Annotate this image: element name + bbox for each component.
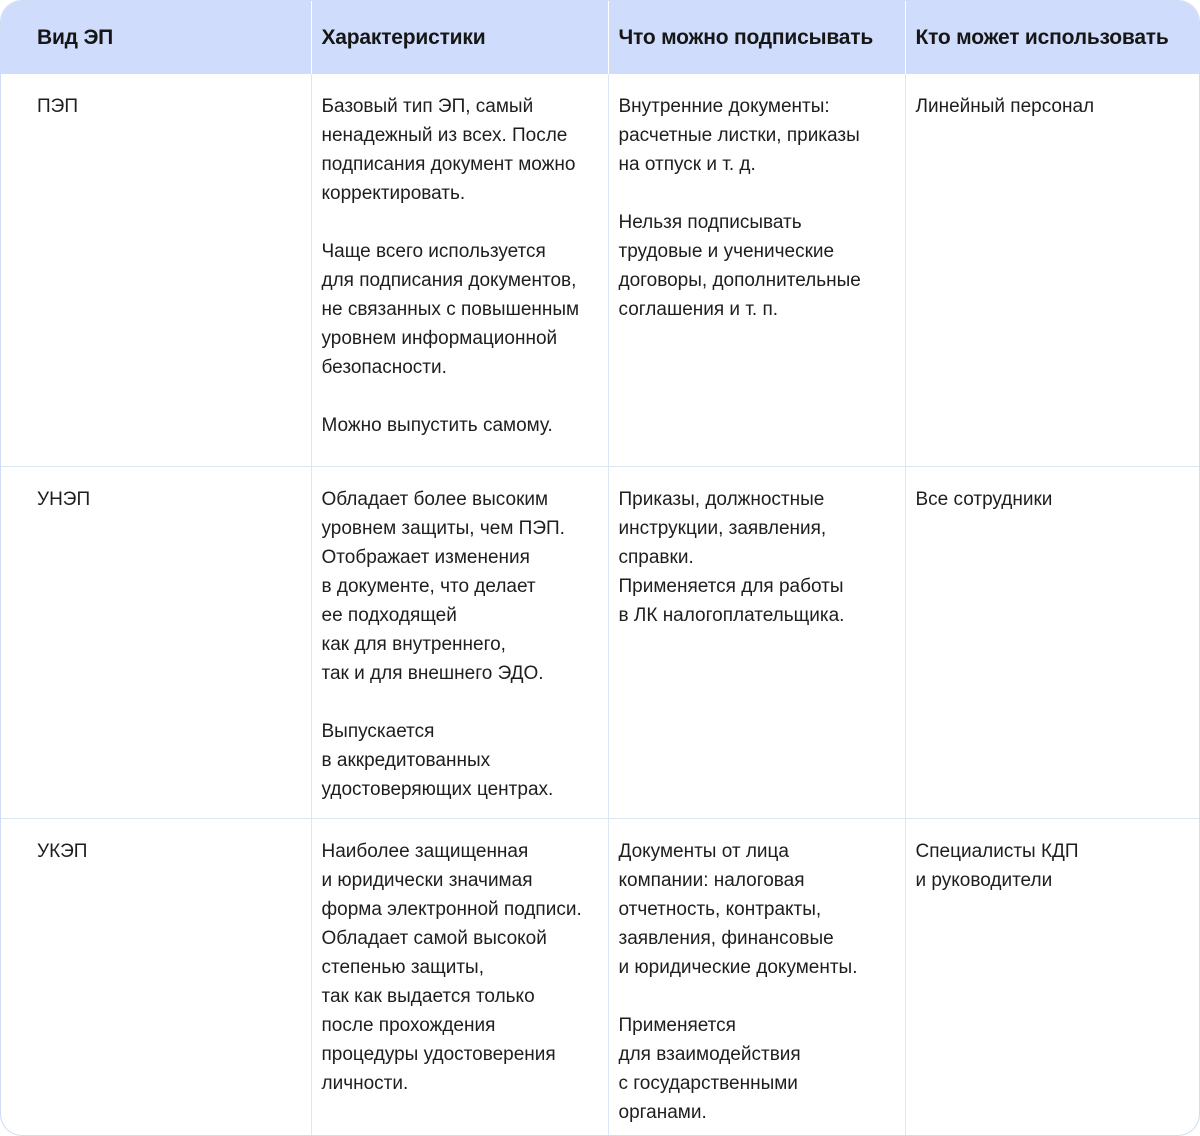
text-line: компании: налоговая [618,869,805,891]
cell-paragraph [322,837,598,1098]
text-line: отчетность, контракты, [618,898,822,920]
cell-who-can-use [905,818,1200,1136]
text-line: степенью защиты, [321,956,484,978]
text-line: уровнем информационной [321,328,558,349]
text-line: так как выдается только [321,985,535,1007]
text-line: и юридические документы. [618,956,858,978]
cell-paragraph [619,837,895,982]
header-what-to-sign: Что можно подписывать [608,1,905,74]
header-signature-type: Вид ЭП [37,25,114,49]
text-line: с государственными [618,1072,798,1094]
text-line: Обладает более высоким [321,488,549,510]
text-line: и юридически значимая [321,869,533,891]
text-line: и руководители [915,869,1053,891]
text-line: договоры, дополнительные [618,270,861,291]
text-line: безопасности. [321,357,447,378]
cell-what-to-sign [608,818,905,1136]
cell-what-to-sign [608,74,905,466]
text-line: Применяется для работы [618,575,844,597]
text-line: для подписания документов, [321,270,577,291]
cell-who-can-use [905,466,1200,818]
text-line: в ЛК налогоплательщика. [618,604,845,626]
text-line: расчетные листки, приказы [618,125,860,146]
text-line: соглашения и т. п. [618,299,779,320]
comparison-table [1,1,1200,1136]
text-line: Документы от лица [618,840,789,862]
cell-paragraph [322,717,598,804]
cell-paragraph [619,485,895,630]
text-line: органами. [618,1101,707,1123]
text-line: форма электронной подписи. [321,898,582,920]
text-line: личности. [321,1072,409,1094]
table-header-row [1,1,1200,74]
cell-paragraph [322,92,598,208]
cell-paragraph [322,485,598,688]
text-line: для взаимодействия [618,1043,801,1065]
text-line: Выпускается [321,720,435,742]
text-line: процедуры удостоверения [321,1043,556,1065]
cell-paragraph [916,485,1192,514]
cell-paragraph [916,837,1192,895]
text-line: заявления, финансовые [618,927,834,949]
text-line: Наиболее защищенная [321,840,529,862]
text-line: Все сотрудники [915,488,1053,510]
text-line: Отображает изменения [321,546,530,568]
cell-signature-type: УКЭП [1,818,311,1136]
cell-paragraph [619,92,895,179]
text-line: трудовые и ученические [618,241,835,262]
text-line: ее подходящей [321,604,457,626]
cell-paragraph [619,1011,895,1127]
text-line: Применяется [618,1014,736,1036]
text-line: в документе, что делает [321,575,536,597]
cell-characteristics [311,466,608,818]
text-line: Обладает самой высокой [321,927,547,949]
cell-characteristics [311,74,608,466]
text-line: уровнем защиты, чем ПЭП. [321,517,565,539]
text-line: справки. [618,546,694,568]
text-line: Чаще всего используется [321,241,546,262]
text-line: после прохождения [321,1014,496,1036]
table-row [1,818,1200,1136]
cell-paragraph [619,208,895,324]
text-line: Специалисты КДП [915,840,1079,862]
text-line: Внутренние документы: [618,96,830,117]
header-characteristics: Характеристики [311,1,608,74]
text-line: не связанных с повышенным [321,299,580,320]
text-line: ненадежный из всех. После [321,125,568,146]
cell-paragraph [322,237,598,382]
text-line: как для внутреннего, [321,633,506,655]
table-row [1,74,1200,466]
text-line: подписания документ можно [321,154,576,175]
text-line: так и для внешнего ЭДО. [321,662,544,684]
text-line: Линейный персонал [915,96,1095,117]
cell-signature-type: УНЭП [1,466,311,818]
text-line: удостоверяющих центрах. [321,778,554,800]
text-line: Базовый тип ЭП, самый [321,96,534,117]
table-row [1,466,1200,818]
cell-paragraph [916,92,1192,121]
header-who-can-use: Кто может использовать [905,1,1200,74]
cell-characteristics [311,818,608,1136]
cell-signature-type: ПЭП [37,96,78,117]
cell-paragraph [322,411,598,440]
cell-what-to-sign [608,466,905,818]
text-line: Можно выпустить самому. [321,415,553,436]
text-line: на отпуск и т. д. [618,154,756,175]
text-line: инструкции, заявления, [618,517,827,539]
text-line: Приказы, должностные [618,488,825,510]
text-line: в аккредитованных [321,749,491,771]
text-line: корректировать. [321,183,466,204]
cell-who-can-use [905,74,1200,466]
text-line: Нельзя подписывать [618,212,802,233]
